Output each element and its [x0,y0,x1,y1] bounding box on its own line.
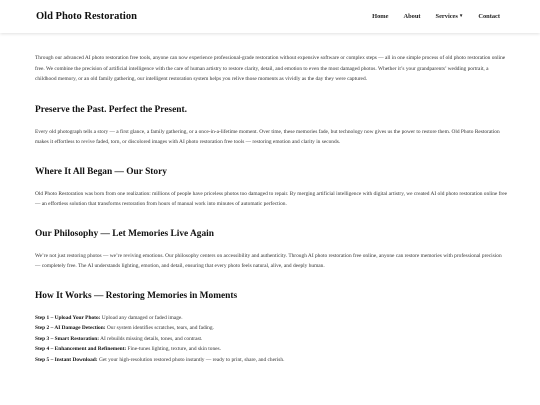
step-text: Get your high-resolution restored photo instantly — ready to print, share, and cherish. [97,356,285,363]
main-content [35,53,507,365]
nav-services-label: Services [435,13,458,20]
section-text-story: Old Photo Restoration was born from one realization: millions of people have priceless photos too damaged to repair. By merging artificial intelligence with digital artistry, we created AI old photo restoration online free — an effortless solution that transforms restoration from hours of manual work into minutes of automatic perfection. [35,190,508,207]
step-label: Step 3 – Smart Restoration: [35,335,100,342]
nav-about-link[interactable]: About [403,13,421,20]
step-text: Fine-tunes lighting, texture, and skin tones. [126,346,221,352]
nav-contact-link[interactable]: Contact [478,13,500,20]
list-item [35,334,507,345]
nav-home-link[interactable]: Home [372,13,389,20]
step-label: Step 2 – AI Damage Detection: [35,325,106,331]
step-text: AI rebuilds missing details, tones, and contrast. [99,335,203,342]
section-heading-philosophy: Our Philosophy — Let Memories Live Again [35,228,214,239]
section-text-philosophy: We’re not just restoring photos — we’re reviving emotions. Our philosophy centers on accessibility and authenticity. Through AI photo restoration free online, anyone can restore memories with professional precision — completely free. The AI understands lighting, emotion, and detail, ensuring that every photo feels natural, alive, and deeply human. [35,252,502,269]
section-text-preserve: Every old photograph tells a story — a first glance, a family gathering, or a once-in-a-lifetime moment. Over time, these memories fade, but technology now gives us the power to restore them. Old Photo Restoration makes it effortless to revive faded, torn, or discolored images with AI photo restoration free tools — restoring emotion and clarity in seconds. [35,128,500,145]
step-label: Step 5 – Instant Download: [35,356,98,363]
step-text: Upload any damaged or faded image. [100,314,183,321]
main-nav [372,13,500,20]
steps-list [35,313,507,366]
intro-paragraph: Through our advanced AI photo restoration free tools, anyone can now experience professional-grade restoration without expensive software or complex steps — all in one simple process of old photo restoration online free. We combine the precision of artificial intelligence with the care of human artistry to restore clarity, detail, and emotion to even the most damaged photos. Whether it’s your grandparents’ wedding portrait, a childhood memory, or an old family gathering, our intelligent restoration system helps you relive those moments as vividly as the day they were captured. [35,55,506,82]
list-item [35,323,507,334]
nav-services-dropdown[interactable] [436,13,464,20]
list-item [35,355,507,366]
section-heading-preserve: Preserve the Past. Perfect the Present. [35,104,187,115]
chevron-down-icon: ▼ [458,13,464,18]
top-navbar [0,0,540,33]
section-heading-story: Where It All Began — Our Story [35,166,167,177]
step-label: Step 1 – Upload Your Photo: [35,314,101,321]
list-item [35,313,507,324]
step-label: Step 4 – Enhancement and Refinement: [35,346,127,352]
section-heading-how-it-works: How It Works — Restoring Memories in Moments [35,290,238,301]
brand-logo-text[interactable]: Old Photo Restoration [36,11,137,22]
step-text: Our system identifies scratches, tears, and fading. [105,325,214,331]
list-item [35,344,507,355]
